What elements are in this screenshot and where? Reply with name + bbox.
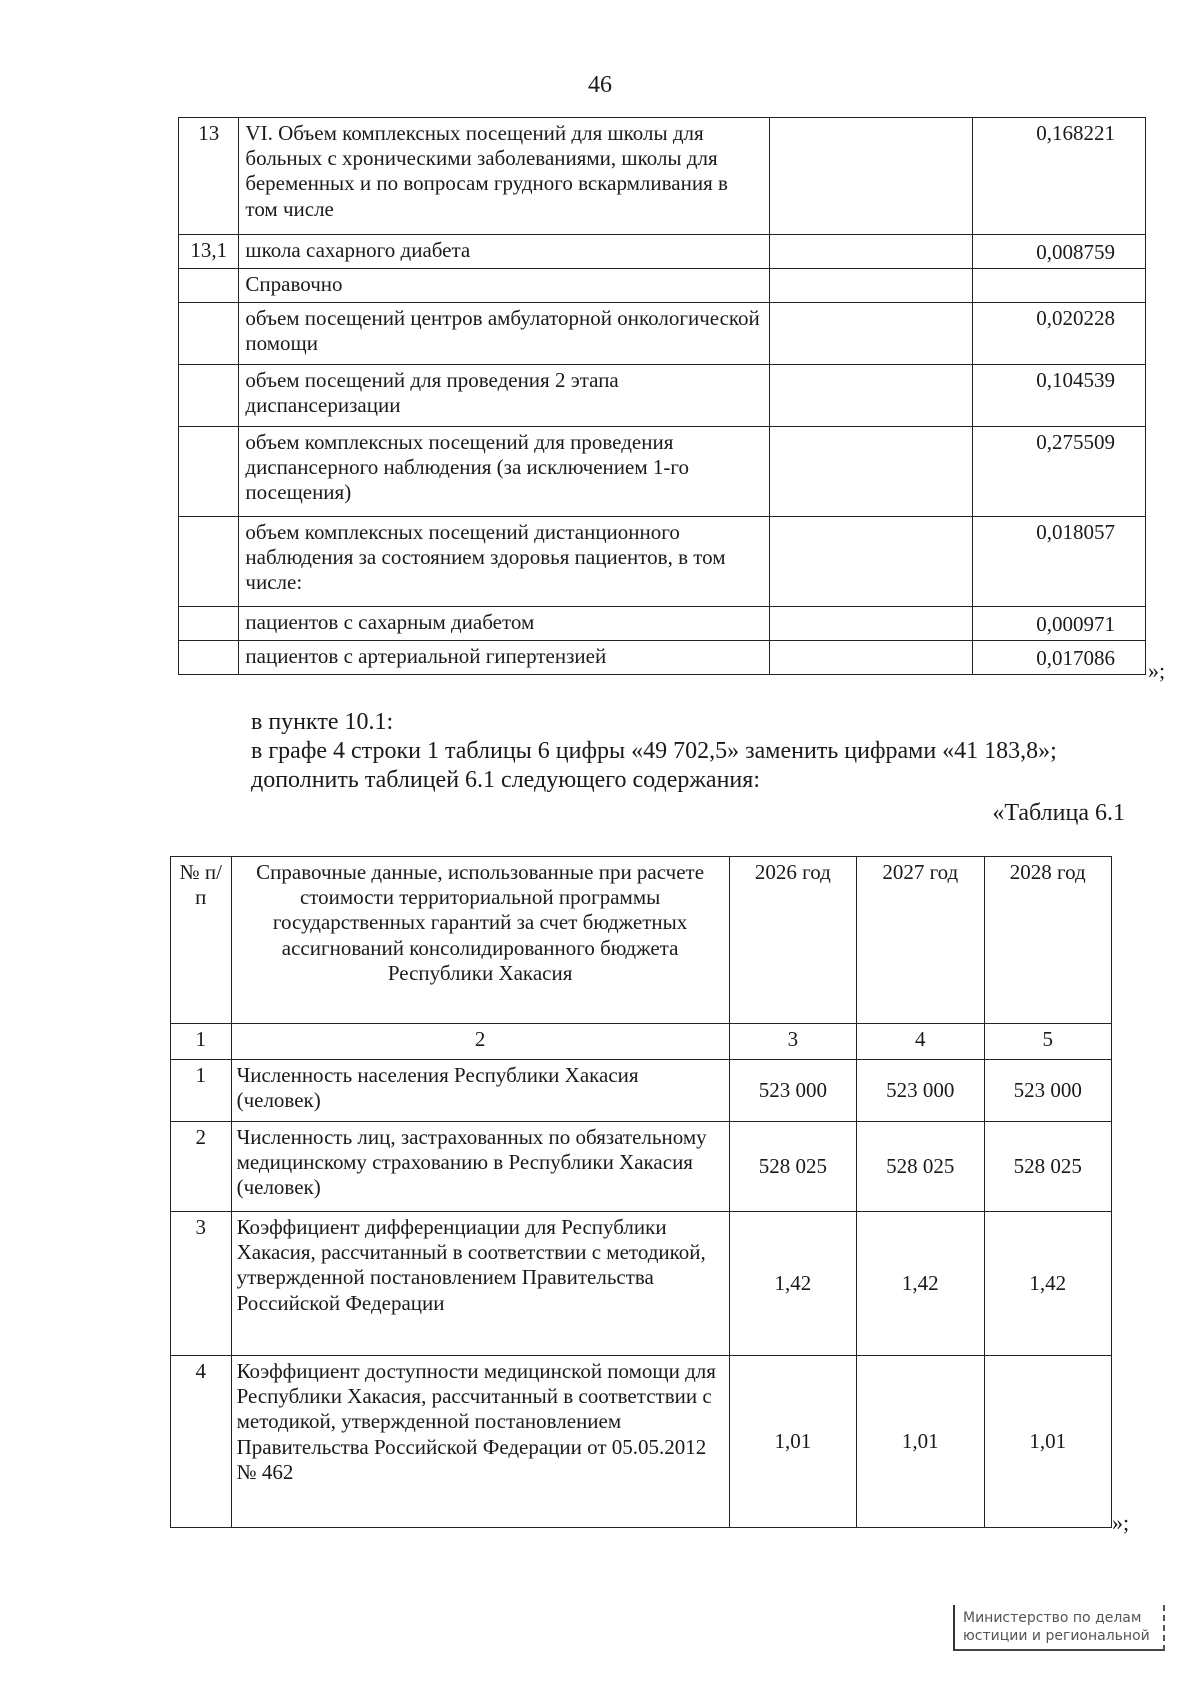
indicators-table <box>178 117 1146 675</box>
row-description: VI. Объем комплексных посещений для школы для больных с хроническими заболеваниями, школы для беременных и по вопросам грудного вскармливания в том числе <box>239 118 770 235</box>
value-2028: 523 000 <box>984 1060 1112 1122</box>
empty-cell <box>770 303 972 365</box>
value-2028: 528 025 <box>984 1122 1112 1212</box>
row-description: объем посещений для проведения 2 этапа диспансеризации <box>239 365 770 427</box>
table-header-row <box>171 857 1112 1024</box>
row-value: 0,168221 <box>972 118 1145 235</box>
row-value: 0,275509 <box>972 427 1145 517</box>
reference-data-table <box>170 856 1112 1528</box>
table-row <box>179 303 1146 365</box>
value-2027: 1,42 <box>857 1212 984 1356</box>
header-year-2026: 2026 год <box>729 857 856 1024</box>
header-year-2028: 2028 год <box>984 857 1112 1024</box>
value-2026: 1,01 <box>729 1356 856 1528</box>
row-number <box>179 365 239 427</box>
header-number: № п/п <box>171 857 232 1024</box>
row-number: 1 <box>171 1060 232 1122</box>
table-row <box>179 118 1146 235</box>
row-value: 0,104539 <box>972 365 1145 427</box>
stamp-line: юстиции и региональной <box>963 1628 1150 1644</box>
table-row <box>179 641 1146 675</box>
table-row <box>179 235 1146 269</box>
row-description: Численность лиц, застрахованных по обязательному медицинскому страхованию в Республики Хакасия (человек) <box>231 1122 729 1212</box>
row-value: 0,008759 <box>972 235 1145 269</box>
value-2028: 1,01 <box>984 1356 1112 1528</box>
row-value: 0,017086 <box>972 641 1145 675</box>
row-number <box>179 303 239 365</box>
row-number <box>179 517 239 607</box>
row-description: Справочно <box>239 269 770 303</box>
empty-cell <box>770 607 972 641</box>
value-2026: 523 000 <box>729 1060 856 1122</box>
value-2026: 1,42 <box>729 1212 856 1356</box>
empty-cell <box>770 427 972 517</box>
row-number: 4 <box>171 1356 232 1528</box>
row-value: 0,018057 <box>972 517 1145 607</box>
table-row <box>171 1122 1112 1212</box>
row-description: объем комплексных посещений дистанционного наблюдения за состоянием здоровья пациентов, в том числе: <box>239 517 770 607</box>
table-row <box>179 607 1146 641</box>
row-number: 13 <box>179 118 239 235</box>
column-index-row <box>171 1024 1112 1060</box>
ministry-stamp <box>953 1605 1165 1651</box>
table-row <box>171 1212 1112 1356</box>
column-index: 5 <box>984 1024 1112 1060</box>
header-year-2027: 2027 год <box>857 857 984 1024</box>
table-row <box>179 427 1146 517</box>
empty-cell <box>770 118 972 235</box>
row-number: 3 <box>171 1212 232 1356</box>
table-caption: «Таблица 6.1 <box>992 800 1125 826</box>
row-number <box>179 269 239 303</box>
row-description: объем посещений центров амбулаторной онкологической помощи <box>239 303 770 365</box>
row-description: Численность населения Республики Хакасия (человек) <box>231 1060 729 1122</box>
row-number <box>179 607 239 641</box>
table-row <box>171 1356 1112 1528</box>
stamp-line: Министерство по делам <box>963 1610 1142 1626</box>
empty-cell <box>770 365 972 427</box>
row-value <box>972 269 1145 303</box>
table-row <box>179 517 1146 607</box>
header-description: Справочные данные, использованные при расчете стоимости территориальной программы государственных гарантий за счет бюджетных ассигнований консолидированного бюджета Республики Хакасия <box>231 857 729 1024</box>
table1-closing-quote: »; <box>1148 658 1166 683</box>
paragraph-line-3: дополнить таблицей 6.1 следующего содержания: <box>251 767 760 793</box>
value-2027: 528 025 <box>857 1122 984 1212</box>
column-index: 3 <box>729 1024 856 1060</box>
row-description: объем комплексных посещений для проведения диспансерного наблюдения (за исключением 1-го посещения) <box>239 427 770 517</box>
empty-cell <box>770 641 972 675</box>
paragraph-line-1: в пункте 10.1: <box>251 709 394 735</box>
row-number: 13,1 <box>179 235 239 269</box>
value-2027: 523 000 <box>857 1060 984 1122</box>
column-index: 1 <box>171 1024 232 1060</box>
row-number <box>179 427 239 517</box>
row-value: 0,020228 <box>972 303 1145 365</box>
row-number <box>179 641 239 675</box>
empty-cell <box>770 235 972 269</box>
row-description: Коэффициент доступности медицинской помощи для Республики Хакасия, рассчитанный в соответствии с методикой, утвержденной постановлением Правительства Российской Федерации от 05.05.2012 № 462 <box>231 1356 729 1528</box>
column-index: 4 <box>857 1024 984 1060</box>
row-value: 0,000971 <box>972 607 1145 641</box>
row-description: Коэффициент дифференциации для Республики Хакасия, рассчитанный в соответствии с методикой, утвержденной постановлением Правительства Российской Федерации <box>231 1212 729 1356</box>
empty-cell <box>770 269 972 303</box>
value-2026: 528 025 <box>729 1122 856 1212</box>
paragraph-line-2: в графе 4 строки 1 таблицы 6 цифры «49 702,5» заменить цифрами «41 183,8»; <box>251 738 1057 764</box>
table-row <box>179 269 1146 303</box>
value-2028: 1,42 <box>984 1212 1112 1356</box>
table-row <box>171 1060 1112 1122</box>
row-description: школа сахарного диабета <box>239 235 770 269</box>
value-2027: 1,01 <box>857 1356 984 1528</box>
page-number: 46 <box>588 72 612 98</box>
column-index: 2 <box>231 1024 729 1060</box>
table2-closing-quote: »; <box>1112 1510 1130 1535</box>
row-description: пациентов с сахарным диабетом <box>239 607 770 641</box>
row-number: 2 <box>171 1122 232 1212</box>
table-row <box>179 365 1146 427</box>
row-description: пациентов с артериальной гипертензией <box>239 641 770 675</box>
empty-cell <box>770 517 972 607</box>
